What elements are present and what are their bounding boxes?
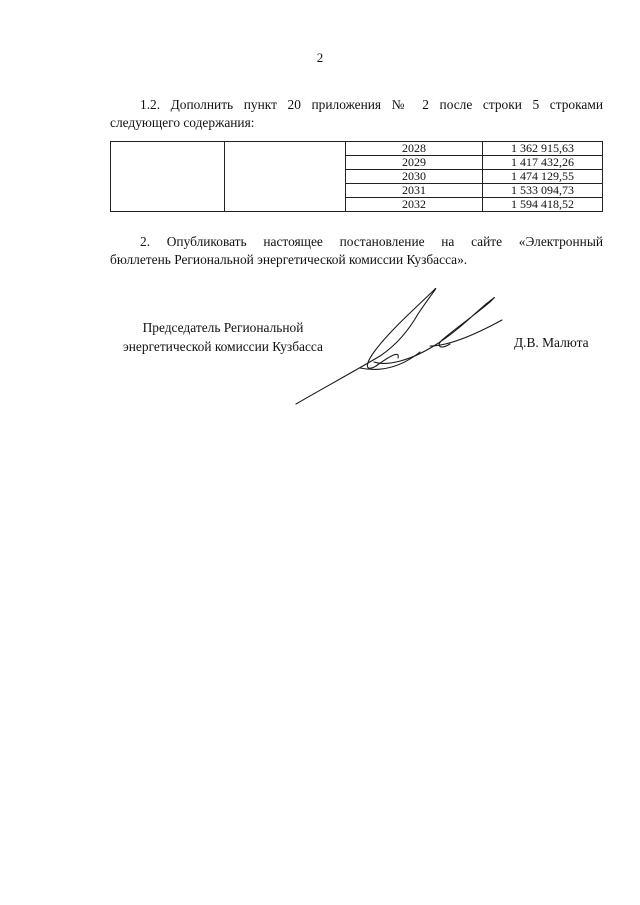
paragraph-item-1-2 [110, 96, 603, 132]
value-cell: 1 362 915,63 [483, 142, 603, 156]
value-cell: 1 594 418,52 [483, 198, 603, 212]
paragraph-item-2 [110, 233, 603, 269]
value-cell: 1 474 129,55 [483, 170, 603, 184]
year-cell: 2029 [346, 156, 483, 170]
signatory-title-line-2: энергетической комиссии Кузбасса [123, 339, 323, 354]
paragraph-item-2-line-1: 2. Опубликовать настоящее постановление на сайте «Электронный [140, 234, 603, 249]
signatory-name: Д.В. Малюта [514, 335, 589, 350]
paragraph-item-1-2-line-1: 1.2. Дополнить пункт 20 приложения № 2 после строки 5 строками [140, 97, 603, 112]
value-cell: 1 533 094,73 [483, 184, 603, 198]
year-cell: 2028 [346, 142, 483, 156]
empty-cell [225, 142, 346, 212]
page-number: 2 [316, 50, 324, 65]
handwritten-signature [290, 280, 510, 410]
year-cell: 2032 [346, 198, 483, 212]
paragraph-item-2-line-2: бюллетень Региональной энергетической комиссии Кузбасса». [110, 252, 468, 267]
value-cell: 1 417 432,26 [483, 156, 603, 170]
signatory-title-line-1: Председатель Региональной [142, 320, 304, 335]
year-cell: 2031 [346, 184, 483, 198]
tariff-table [110, 141, 603, 212]
empty-cell [111, 142, 225, 212]
year-cell: 2030 [346, 170, 483, 184]
table-row [111, 142, 603, 156]
paragraph-item-1-2-line-2: следующего содержания: [110, 115, 255, 130]
